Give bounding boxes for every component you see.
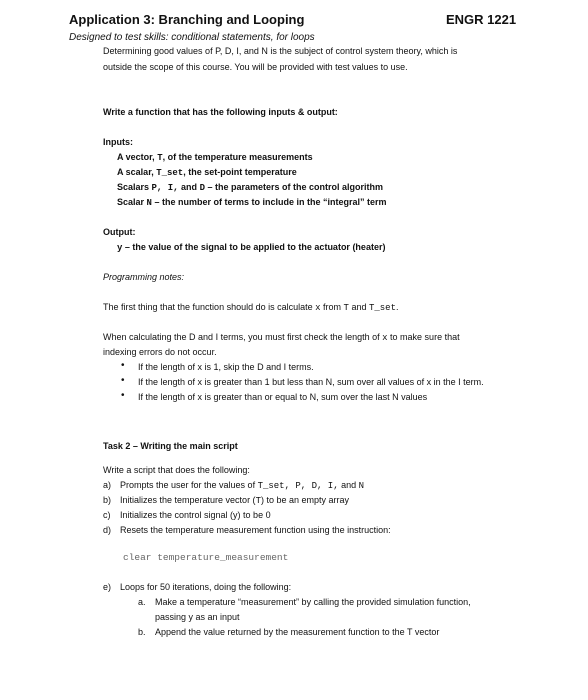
code-snippet: clear temperature_measurement bbox=[123, 552, 289, 563]
intro-line-2: outside the scope of this course. You will be provided with test values to use. bbox=[103, 62, 408, 72]
bullet-item: If the length of x is greater than or equal to N, sum over the last N values bbox=[138, 392, 428, 402]
substep-label: b. bbox=[138, 627, 146, 637]
programming-note-when-line-2: indexing errors do not occur. bbox=[103, 347, 217, 357]
input-item-prefix: A scalar, bbox=[117, 167, 157, 177]
input-item-suffix: – the parameters of the control algorithm bbox=[204, 182, 383, 192]
step-text: Initializes the control signal (y) to be 0 bbox=[120, 510, 271, 520]
task2-step-a bbox=[103, 480, 364, 491]
task2-step-e bbox=[103, 582, 291, 592]
input-item-prefix: Scalars bbox=[117, 182, 152, 192]
substep-label: a. bbox=[138, 597, 146, 607]
task2-step-c bbox=[103, 510, 271, 520]
input-item-code: N bbox=[146, 198, 152, 208]
bullet-dot: • bbox=[121, 375, 125, 386]
step-label: d) bbox=[103, 525, 112, 535]
note-code: x bbox=[315, 303, 321, 313]
substep-text: Append the value returned by the measurement function to the T vector bbox=[155, 627, 440, 637]
bullet-item: If the length of x is greater than 1 but less than N, sum over all values of x in the I term. bbox=[138, 377, 484, 387]
task2-substep-a-line-1 bbox=[138, 597, 471, 607]
step-text: Resets the temperature measurement function using the instruction: bbox=[120, 525, 391, 535]
input-item-terms bbox=[117, 197, 386, 208]
task2-heading: Task 2 – Writing the main script bbox=[103, 441, 238, 451]
step-text: Loops for 50 iterations, doing the following: bbox=[120, 582, 292, 592]
step-text: Prompts the user for the values of bbox=[120, 480, 258, 490]
input-item-code: P, I, bbox=[151, 183, 179, 193]
input-item-suffix: – the number of terms to include in the “integral” term bbox=[151, 197, 387, 207]
bullet-dot: • bbox=[121, 390, 125, 401]
step-label: c) bbox=[103, 510, 111, 520]
programming-notes-label: Programming notes: bbox=[103, 272, 185, 282]
input-item-suffix: , the set-point temperature bbox=[183, 167, 297, 177]
input-item-parameters bbox=[117, 182, 383, 193]
step-label: a) bbox=[103, 480, 112, 490]
note-text: from bbox=[320, 302, 344, 312]
note-text: The first thing that the function should do is calculate bbox=[103, 302, 316, 312]
step-label: e) bbox=[103, 582, 112, 592]
input-item-code: T bbox=[157, 153, 163, 163]
step-text: Initializes the temperature vector ( bbox=[120, 495, 256, 505]
task2-substep-b bbox=[138, 627, 439, 637]
function-heading: Write a function that has the following inputs & output: bbox=[103, 107, 338, 117]
document-subtitle: Designed to test skills: conditional statements, for loops bbox=[69, 32, 315, 43]
note-text: to make sure that bbox=[387, 332, 460, 342]
course-code: ENGR 1221 bbox=[446, 12, 517, 27]
step-code: T bbox=[255, 496, 261, 506]
programming-note-when-line-1 bbox=[103, 332, 460, 343]
bullet-item: If the length of x is 1, skip the D and I terms. bbox=[138, 362, 314, 372]
task2-substep-a-line-2: passing y as an input bbox=[155, 612, 240, 622]
substep-text: Make a temperature “measurement” by calling the provided simulation function, bbox=[155, 597, 471, 607]
note-text: and bbox=[348, 302, 369, 312]
step-code: N bbox=[358, 481, 365, 491]
task2-step-d bbox=[103, 525, 391, 535]
intro-line-1: Determining good values of P, D, I, and N is the subject of control system theory, which is bbox=[103, 46, 458, 56]
document-title: Application 3: Branching and Looping bbox=[69, 12, 305, 27]
input-item-code: T_set bbox=[156, 168, 184, 178]
task2-step-b bbox=[103, 495, 349, 506]
step-text: ) to be an empty array bbox=[260, 495, 350, 505]
output-item-suffix: – the value of the signal to be applied to the actuator (heater) bbox=[122, 242, 386, 252]
step-code: T_set, P, D, I, bbox=[257, 481, 339, 491]
input-item-prefix: Scalar bbox=[117, 197, 147, 207]
task2-intro: Write a script that does the following: bbox=[103, 465, 250, 475]
note-code: T bbox=[343, 303, 349, 313]
inputs-heading: Inputs: bbox=[103, 137, 133, 147]
step-text: and bbox=[338, 480, 359, 490]
input-item-prefix: A vector, bbox=[117, 152, 158, 162]
note-code: x bbox=[382, 333, 388, 343]
input-item-mid: and bbox=[178, 182, 200, 192]
note-text: . bbox=[396, 302, 399, 312]
step-label: b) bbox=[103, 495, 112, 505]
output-heading: Output: bbox=[103, 227, 136, 237]
input-item-code: D bbox=[199, 183, 205, 193]
programming-note-first bbox=[103, 302, 399, 313]
input-item-setpoint bbox=[117, 167, 297, 178]
output-item bbox=[117, 242, 385, 253]
note-code: T_set bbox=[368, 303, 396, 313]
bullet-dot: • bbox=[121, 360, 125, 371]
note-text: When calculating the D and I terms, you must first check the length of bbox=[103, 332, 383, 342]
output-item-code: y bbox=[117, 243, 123, 253]
input-item-vector bbox=[117, 152, 313, 163]
input-item-suffix: , of the temperature measurements bbox=[162, 152, 313, 162]
